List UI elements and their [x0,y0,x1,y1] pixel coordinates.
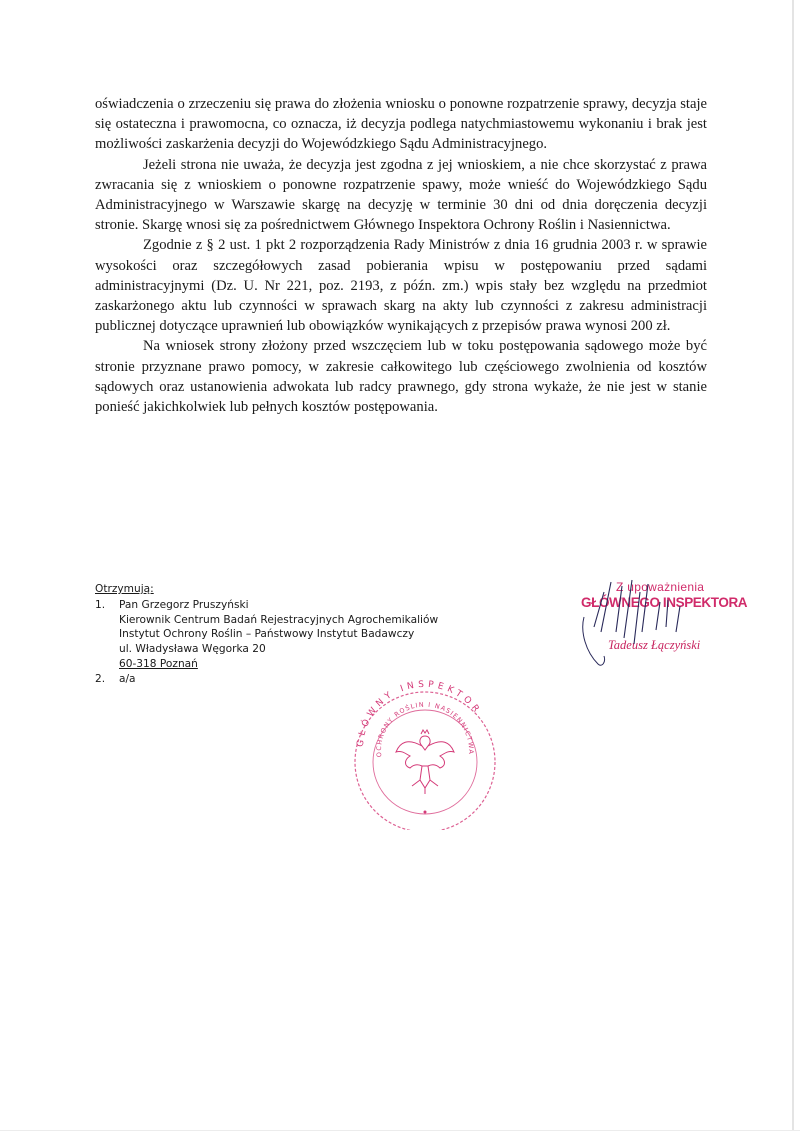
handwritten-signature [576,572,766,682]
stamp-outer-text [356,680,483,747]
paragraph-2: Jeżeli strona nie uważa, że decyzja jest zgodna z jej wnioskiem, a nie chce skorzystać z prawa zwracania się z wnioskiem o ponowne rozpatrzenie spawy, może wnieść do Wojewódzkiego Sądu Administracyjnego w Warszawie skargę na decyzję w terminie 30 dni od dnia doręczenia decyzji stronie. Skargę wnosi się za pośrednictwem Głównego Inspektora Ochrony Roślin i Nasiennictwa. [95,156,707,234]
stamp-inner-text-path: OCHRONY ROŚLIN I NASIENNICTWA [374,700,476,758]
signature-block [576,572,766,682]
eagle-emblem-icon [396,730,454,794]
stamp-dot-icon [424,811,427,814]
recipient-name: Pan Grzegorz Pruszyński [119,598,249,611]
paragraph-1: oświadczenia o zrzeczeniu się prawa do złożenia wniosku o ponowne rozpatrzenie sprawy, decyzja staje się ostateczna i prawomocna, co oznacza, iż decyzja podlega natychmiastowemu wykonaniu i brak jest możliwości zaskarżenia decyzji do Wojewódzkiego Sądu Administracyjnego. [95,96,707,153]
recipient-street: ul. Władysława Węgorka 20 [119,643,266,656]
paragraph-3: Zgodnie z § 2 ust. 1 pkt 2 rozporządzenia Rady Ministrów z dnia 16 grudnia 2003 r. w sprawie wysokości oraz szczegółowych zasad pobierania wpisu w postępowaniu przed sądami administracyjnymi (Dz. U. Nr 221, poz. 2193, z późn. zm.) wpis stały bez względu na przedmiot zaskarżonego aktu lub czynności w sprawach skarg na akty lub czynności z zakresu administracji publicznej dotyczące uprawnień lub obowiązków wynikających z przepisów prawa wynosi 200 zł. [95,237,707,335]
recipient-number: 2. [95,672,106,685]
recipient-city: 60-318 Poznań [119,657,198,670]
signature-title-line: GŁÓWNEGO INSPEKTORA [581,595,748,610]
stamp-outer-text-path: GŁÓWNY INSPEKTOR [355,680,484,748]
document-body [95,94,707,417]
recipient-item-1 [95,598,515,672]
stamp-seal-graphic [340,680,510,830]
paragraph-4: Na wniosek strony złożony przed wszczęciem lub w toku postępowania sądowego może być stronie przyznane prawo pomocy, w zakresie całkowitego lub częściowego zwolnienia od kosztów sądowych oraz ustanowienia adwokata lub radcy prawnego, gdy strona wykaże, że nie jest w stanie ponieść jakichkolwiek lub pełnych kosztów postępowania. [95,338,707,416]
signature-authorization-line: Z upoważnienia [616,580,705,594]
stamp-inner-text [375,701,475,758]
official-stamp [340,680,510,830]
recipients-header: Otrzymują: [95,583,154,595]
signatory-name: Tadeusz Łączyński [608,638,701,652]
recipient-institution: Instytut Ochrony Roślin – Państwowy Instytut Badawczy [119,628,415,641]
page-edge-right [792,0,794,1131]
recipients-block [95,582,515,687]
recipient-number: 1. [95,598,106,611]
recipient-position: Kierownik Centrum Badań Rejestracyjnych Agrochemikaliów [119,613,439,626]
recipient-name: a/a [119,672,136,685]
